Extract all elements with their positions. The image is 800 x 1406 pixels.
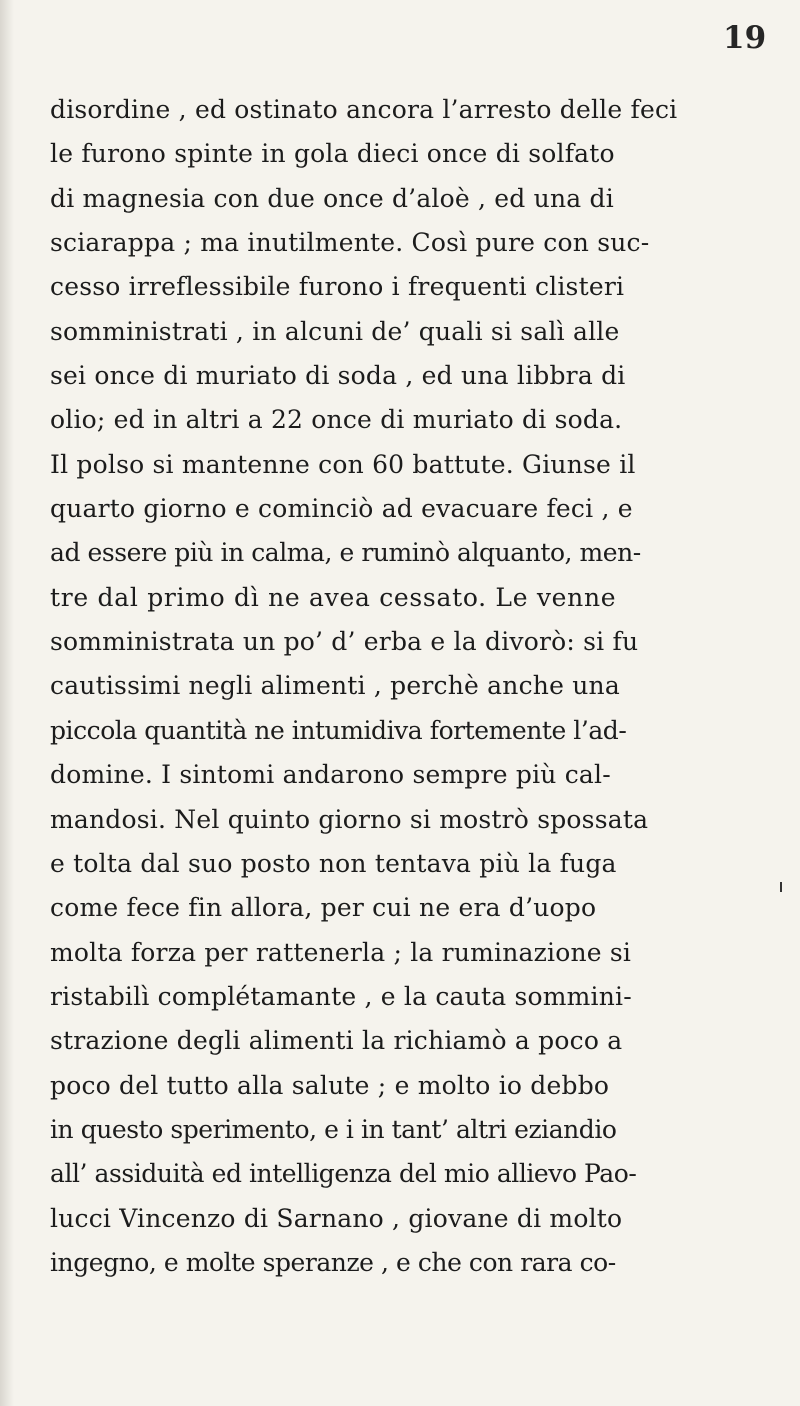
text-line-24: in questo sperimento, e i in tant’ altri eziandio xyxy=(50,1114,617,1144)
text-line-11: ad essere più in calma, e ruminò alquanto, men- xyxy=(50,538,641,568)
text-line-3: di magnesia con due once d’aloè , ed una di xyxy=(50,183,614,213)
text-line-4: sciarappa ; ma inutilmente. Così pure con suc- xyxy=(50,228,650,258)
text-line-19: come fece fin allora, per cui ne era d’uopo xyxy=(50,893,597,923)
text-line-6: somministrati , in alcuni de’ quali si salì alle xyxy=(50,316,620,346)
text-line-5: cesso irreflessibile furono i frequenti clisteri xyxy=(50,272,625,302)
text-line-26: lucci Vincenzo di Sarnano , giovane di molto xyxy=(50,1203,623,1233)
text-line-27: ingegno, e molte speranze , e che con rara co- xyxy=(50,1247,616,1277)
text-line-1: disordine , ed ostinato ancora l’arresto delle feci xyxy=(50,95,678,124)
text-line-13: somministrata un po’ d’ erba e la divorò: si fu xyxy=(50,627,639,657)
text-line-22: strazione degli alimenti la richiamò a poco a xyxy=(50,1026,623,1056)
text-line-12: tre dal primo dì ne avea cessato. Le venne xyxy=(50,582,617,612)
text-line-7: sei once di muriato di soda , ed una libbra di xyxy=(50,361,626,391)
text-line-15: piccola quantità ne intumidiva fortemente l’ad- xyxy=(50,715,627,745)
text-line-2: le furono spinte in gola dieci once di solfato xyxy=(50,139,615,169)
text-line-8: olio; ed in altri a 22 once di muriato di soda. xyxy=(50,405,623,435)
text-line-25: all’ assiduità ed intelligenza del mio allievo Pao- xyxy=(50,1159,637,1189)
text-line-14: cautissimi negli alimenti , perchè anche una xyxy=(50,671,620,701)
page-number: 19 xyxy=(723,20,767,56)
page-gutter-shadow xyxy=(0,0,14,1406)
text-line-23: poco del tutto alla salute ; e molto io debbo xyxy=(50,1070,610,1100)
text-line-16: domine. I sintomi andarono sempre più cal- xyxy=(50,760,611,790)
body-text xyxy=(50,88,800,1285)
text-line-21: ristabilì complétamante , e la cauta sommini- xyxy=(50,981,632,1011)
text-line-9: Il polso si mantenne con 60 battute. Giunse il xyxy=(50,449,636,479)
margin-mark xyxy=(780,882,782,892)
text-line-10: quarto giorno e cominciò ad evacuare feci , e xyxy=(50,494,633,524)
text-line-17: mandosi. Nel quinto giorno si mostrò spossata xyxy=(50,804,649,834)
text-line-20: molta forza per rattenerla ; la ruminazione si xyxy=(50,937,632,967)
text-line-18: e tolta dal suo posto non tentava più la fuga xyxy=(50,848,617,878)
